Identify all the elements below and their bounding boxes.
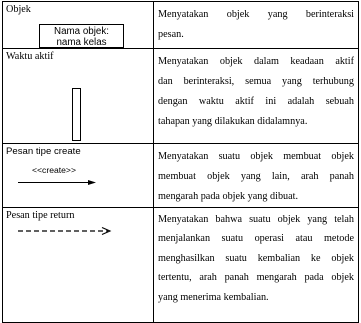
description-line: menghasilkan suatu kembalian ke objek: [158, 252, 354, 264]
symbol-cell: [3, 49, 154, 144]
description-line: menjalankan suatu operasi atau metode: [158, 233, 354, 245]
symbol-cell: [3, 208, 154, 323]
description-line: Menyatakan objek yang berinteraksi: [158, 9, 354, 20]
table-row-objek: [3, 2, 359, 49]
description-line: dengan waktu aktif ini adalah sebuah: [158, 96, 354, 107]
object-symbol-name: Nama objek:: [54, 26, 109, 37]
description-cell: [154, 144, 359, 208]
description-line: Menyatakan bahwa suatu objek yang telah: [158, 214, 354, 225]
description-line: pesan.: [158, 29, 184, 40]
symbol-term: Objek: [6, 4, 31, 15]
description-cell: [154, 2, 359, 49]
symbol-cell: [3, 144, 154, 208]
description-line: tahapan yang dilakukan didalamnya.: [158, 116, 308, 127]
description-line: dan berinteraksi, semua yang terhubung: [158, 76, 354, 87]
symbol-term: Pesan tipe return: [6, 210, 75, 221]
activation-bar-symbol: [72, 88, 81, 141]
symbol-term: Waktu aktif: [6, 51, 54, 62]
create-stereotype-label: <<create>>: [32, 165, 76, 175]
table-row-waktu-aktif: [3, 49, 359, 144]
description-line: yang menerima kembalian.: [158, 291, 269, 303]
description-line: tertentu, arah panah mengarah pada objek: [158, 272, 354, 284]
description-line: Menyatakan suatu objek membuat objek: [158, 151, 354, 162]
object-symbol-class: nama kelas: [56, 37, 107, 48]
table-row-pesan-create: [3, 144, 359, 208]
object-symbol-box: [39, 24, 124, 48]
symbol-cell: [3, 2, 154, 49]
return-message-arrow-icon: [3, 208, 153, 322]
table-row-pesan-return: [3, 208, 359, 323]
description-cell: [154, 49, 359, 144]
description-line: membuat objek yang lain, arah panah: [158, 171, 354, 182]
symbol-term: Pesan tipe create: [6, 146, 81, 157]
description-cell: [154, 208, 359, 323]
description-line: Menyatakan objek dalam keadaan aktif: [158, 56, 354, 67]
description-line: mengarah pada objek yang dibuat.: [158, 191, 299, 202]
create-message-arrow-icon: [3, 144, 153, 207]
uml-sequence-symbol-table: [2, 1, 359, 323]
